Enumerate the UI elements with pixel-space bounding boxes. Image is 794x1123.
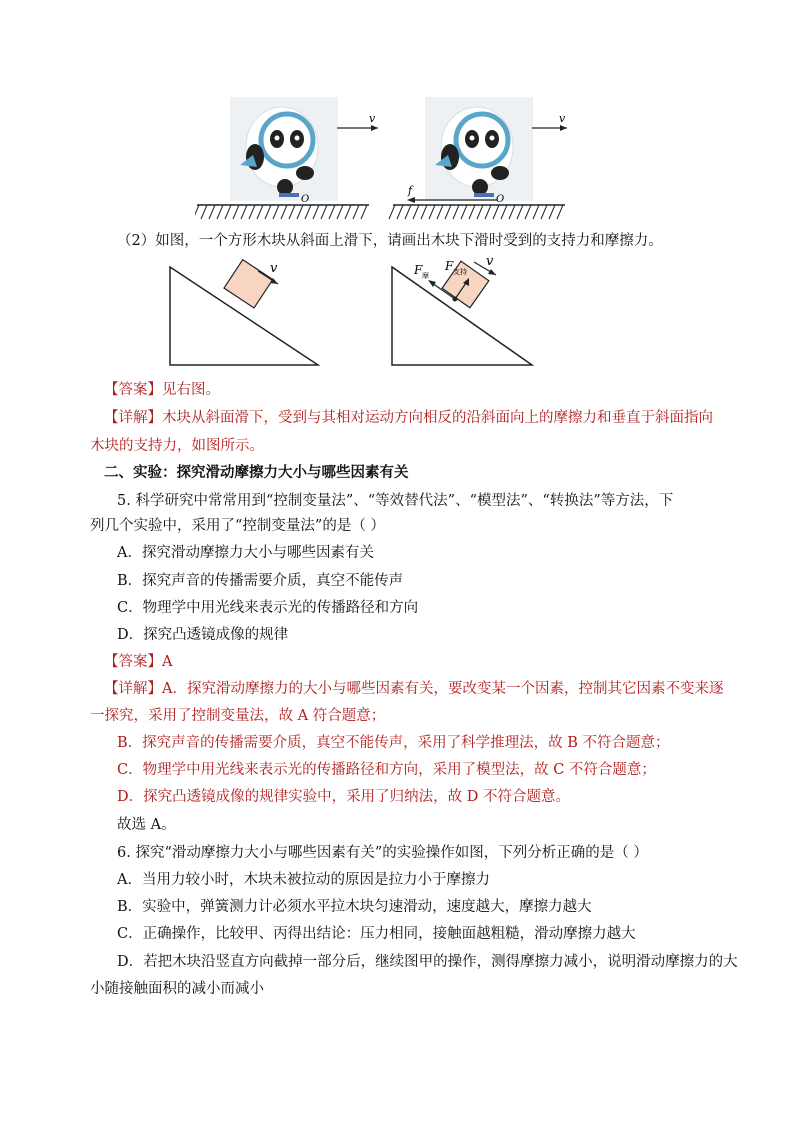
q5-stem-line-1: 5. 科学研究中常常用到“控制变量法”、“等效替代法”、“模型法”、“转换法”等方法，下 xyxy=(117,493,674,509)
friction-force-sub: 摩 xyxy=(422,272,429,280)
q6-option-d-line-2: 小随接触面积的减小而减小 xyxy=(90,981,264,997)
q5-option-c: C．物理学中用光线来表示光的传播路径和方向 xyxy=(117,600,419,616)
detail-text: A．探究滑动摩擦力的大小与哪些因素有关，要改变某一个因素，控制其它因素不变来逐 xyxy=(162,681,724,697)
point-o-right: O xyxy=(496,194,505,205)
section-heading: 二、实验：探究滑动摩擦力大小与哪些因素有关 xyxy=(104,464,409,481)
detail-text: 木块从斜面滑下，受到与其相对运动方向相反的沿斜面向上的摩擦力和垂直于斜面指向 xyxy=(162,410,713,426)
q5-option-b: B．探究声音的传播需要介质，真空不能传声 xyxy=(117,573,404,589)
q6-option-b: B．实验中，弹簧测力计必须水平拉木块匀速滑动，速度越大，摩擦力越大 xyxy=(117,899,592,915)
q6-option-a: A．当用力较小时，木块未被拉动的原因是拉力小于摩擦力 xyxy=(117,872,490,888)
q5-option-a: A．探究滑动摩擦力大小与哪些因素有关 xyxy=(117,545,374,561)
block-left xyxy=(224,260,273,308)
answer-tag: 【答案】 xyxy=(104,382,162,398)
panda-diagram-svg xyxy=(195,95,575,225)
answer-tag: 【答案】 xyxy=(104,654,162,670)
q5-answer xyxy=(104,652,172,672)
support-force-sub: 支持 xyxy=(453,268,467,276)
q6-option-d-line-1: D．若把木块沿竖直方向截掉一部分后，继续图甲的操作，测得摩擦力减小，说明滑动摩擦力的大 xyxy=(117,954,738,970)
q2-detail-line-2: 木块的支持力，如图所示。 xyxy=(90,438,264,454)
ground-hatch-left xyxy=(195,205,367,219)
incline-diagram-svg xyxy=(160,255,540,373)
ground-hatch-right xyxy=(389,205,563,219)
q6-stem: 6. 探究“滑动摩擦力大小与哪些因素有关”的实验操作如图，下列分析正确的是（ ） xyxy=(117,845,648,861)
velocity-label-incline-left: v xyxy=(270,261,278,276)
q5-detail-b: B．探究声音的传播需要介质，真空不能传声，采用了科学推理法，故 B 不符合题意； xyxy=(117,735,670,751)
friction-force-label: F xyxy=(414,263,423,277)
q6-option-c: C．正确操作，比较甲、丙得出结论：压力相同，接触面越粗糙，滑动摩擦力越大 xyxy=(117,926,636,942)
question-2-stem: （2）如图，一个方形木块从斜面上滑下，请画出木块下滑时受到的支持力和摩擦力。 xyxy=(117,233,663,249)
velocity-label-left: v xyxy=(369,112,376,125)
q2-detail-line-1 xyxy=(104,408,713,428)
q5-conclusion: 故选 A。 xyxy=(117,817,176,833)
q5-option-d: D．探究凸透镜成像的规律 xyxy=(117,627,289,643)
figure-incline xyxy=(160,255,540,373)
velocity-label-right: v xyxy=(559,112,566,125)
velocity-label-incline-right: v xyxy=(486,255,494,269)
detail-tag: 【详解】 xyxy=(104,681,162,697)
q5-detail-a-line-2: 一探究，采用了控制变量法，故 A 符合题意； xyxy=(90,708,386,724)
q5-detail-d: D．探究凸透镜成像的规律实验中，采用了归纳法，故 D 不符合题意。 xyxy=(117,789,570,805)
answer-text: A xyxy=(162,654,173,670)
point-o-left: O xyxy=(301,194,310,205)
answer-text: 见右图。 xyxy=(162,382,220,398)
q5-stem-line-2: 列几个实验中，采用了“控制变量法”的是（ ） xyxy=(90,518,385,534)
support-force-label: F xyxy=(445,259,454,273)
q5-detail-a-line-1 xyxy=(104,679,723,699)
friction-label: f xyxy=(408,184,413,197)
q5-detail-c: C．物理学中用光线来表示光的传播路径和方向，采用了模型法，故 C 不符合题意； xyxy=(117,762,656,778)
figure-panda-skating xyxy=(195,95,575,225)
detail-tag: 【详解】 xyxy=(104,410,162,426)
q2-answer xyxy=(104,380,220,400)
